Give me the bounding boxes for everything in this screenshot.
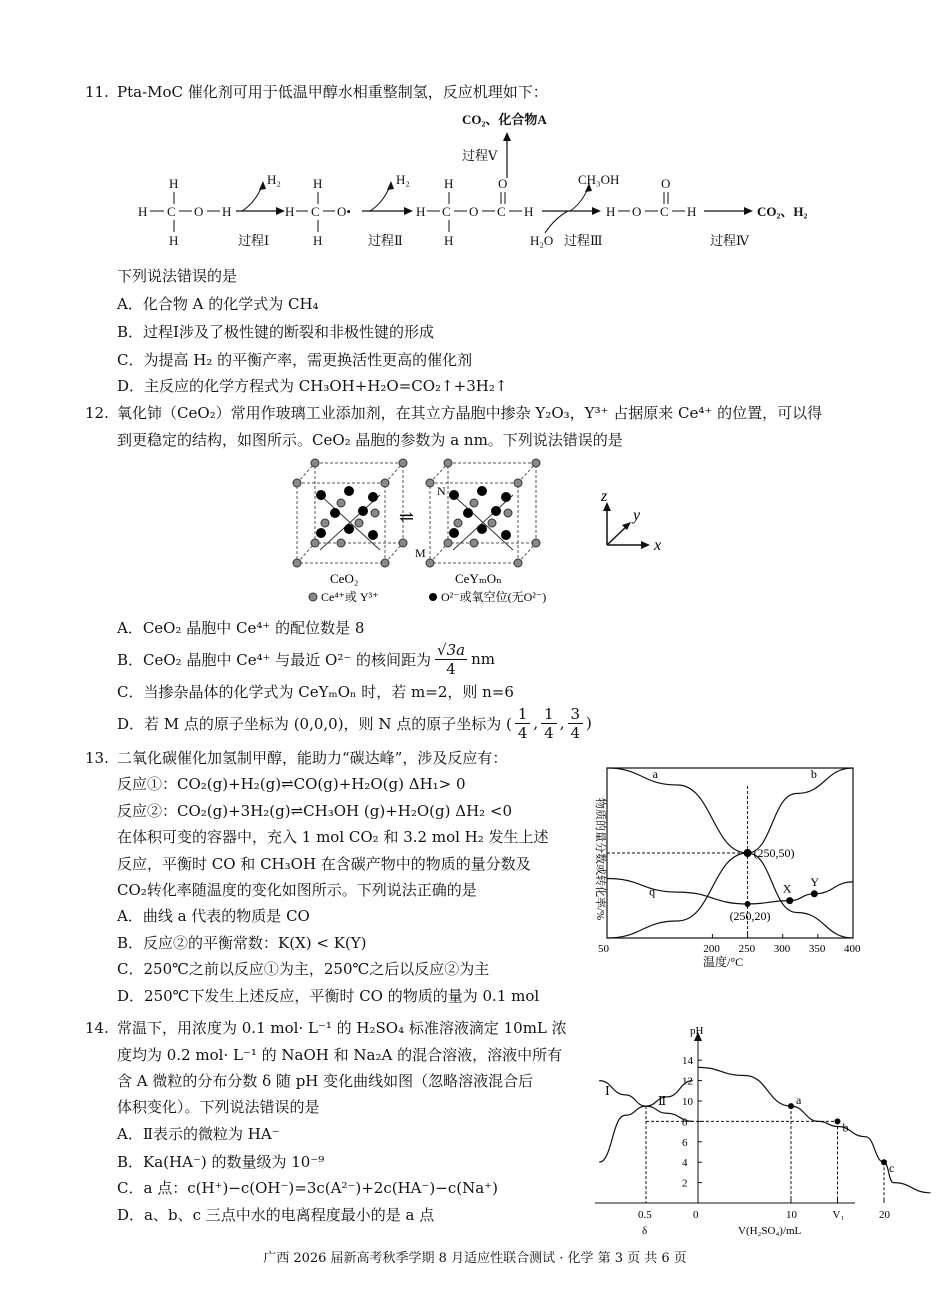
q11-option-b: B．过程Ⅰ涉及了极性键的断裂和非极性键的形成 [117,323,434,341]
q13-option-b: B．反应②的平衡常数：K(X) < K(Y) [117,934,367,952]
q12-d-frac3-num: 3 [568,705,584,724]
q12-stem-line1: 氧化铈（CeO₂）常用作玻璃工业添加剂，在其立方晶胞中掺杂 Y₂O₃，Y³⁺ 占据原来 Ce⁴⁺ 的位置，可以得 [117,404,823,422]
q12-option-b-unit: nm [471,650,495,668]
q14-y-tick-label: 12 [682,1075,693,1088]
q14-line-3: 含 A 微粒的分布分数 δ 随 pH 变化曲线如图（忽略溶液混合后 [117,1072,534,1090]
svg-text:C: C [497,204,506,219]
q11-h2o: H₂O [530,233,554,248]
q14-point-c [881,1159,887,1165]
q14-x-tick-label: 0 [693,1209,699,1221]
q12-crystal-figure [285,455,685,605]
q12-d-frac1-den: 4 [517,723,528,742]
q12-option-b-numerator: √3a [437,640,466,659]
q14-line-2: 度均为 0.2 mol· L⁻¹ 的 NaOH 和 Na₂A 的混合溶液，溶液中所有 [117,1046,563,1064]
q14-y-tick-label: 14 [682,1055,693,1068]
q11-process3-label: 过程Ⅲ [564,233,603,248]
q14-line-4: 体积变化）。下列说法错误的是 [117,1098,320,1116]
q12-legend-2: O²⁻或氧空位(无O²⁻) [441,590,547,604]
svg-text:H: H [169,233,179,248]
q13-line-6: CO₂转化率随温度的变化如图所示。下列说法正确的是 [117,881,477,899]
q12-option-b-text: B．CeO₂ 晶胞中 Ce⁴⁺ 与最近 O²⁻ 的核间距为 [117,650,432,669]
q11-top-product: CO₂、化合物A [462,112,547,127]
q13-x-tick-label: 50 [598,943,609,955]
svg-text:O: O [194,204,204,219]
svg-text:O: O [661,176,671,191]
svg-text:C: C [660,204,669,219]
q12-label-ceo2: CeO₂ [330,571,359,586]
q12-option-c: C．当掺杂晶体的化学式为 CeYₘOₙ 时，若 m=2，则 n=6 [117,683,514,701]
q14-label-c: c [889,1161,895,1176]
q14-line-1: 常温下，用浓度为 0.1 mol· L⁻¹ 的 H₂SO₄ 标准溶液滴定 10mL 浓 [117,1019,567,1037]
q14-y-label: pH [690,1025,704,1037]
q13-chart [583,758,873,968]
q13-line-5: 反应，平衡时 CO 和 CH₃OH 在含碳产物中的物质的量分数及 [117,855,531,873]
svg-text:H: H [285,204,295,219]
q14-point-b [835,1118,841,1124]
q14-x-tick-label: 20 [879,1209,890,1221]
q12-legend-1: Ce⁴⁺或 Y³⁺ [321,590,379,604]
q14-option-c: C．a 点：c(H⁺)−c(OH⁻)=3c(A²⁻)+2c(HA⁻)−c(Na⁺) [117,1179,498,1197]
q11-process4-label: 过程Ⅳ [710,233,749,248]
q14-option-d: D．a、b、c 三点中水的电离程度最小的是 a 点 [117,1206,435,1224]
q12-d-frac3-den: 4 [570,723,581,742]
svg-text:H: H [313,233,323,248]
q12-axis-x: x [654,537,662,554]
q11-final-product: CO₂、H₂ [757,204,808,219]
svg-text:O: O [498,176,508,191]
q13-number: 13. [85,749,109,767]
q14-titration-curve [698,1067,931,1192]
q11-h2-a: H₂ [267,172,281,187]
q13-option-a: A．曲线 a 代表的物质是 CO [117,907,310,925]
q12-equilibrium-arrow: ⇌ [399,507,415,527]
q12-axis-y: y [633,507,641,524]
q13-x-tick-label: 300 [773,943,791,955]
q12-axis-z: z [601,488,608,505]
q11-option-c: C．为提高 H₂ 的平衡产率，需更换活性更高的催化剂 [117,351,473,369]
q11-option-a: A．化合物 A 的化学式为 CH₄ [117,295,319,313]
svg-text:H: H [313,176,323,191]
svg-text:C: C [311,204,320,219]
q14-y-tick-label: 10 [682,1096,693,1108]
q14-curve-I [599,1081,693,1122]
q12-option-d: D．若 M 点的原子坐标为 (0,0,0)，则 N 点的原子坐标为 ( $\frac{1}{4}$ , $\frac{1}{4}$ , $\frac{3}{4}$ ) [117,704,592,742]
q14-y-tick-label: 6 [682,1136,688,1149]
q13-label-250-20: (250,20) [729,909,771,923]
q14-x-tick-label: 10 [786,1209,797,1221]
q12-option-b-denominator: 4 [446,659,456,678]
svg-text:H: H [138,204,148,219]
q13-point-x [786,897,793,904]
svg-text:C: C [167,204,176,219]
svg-text:H: H [169,176,179,191]
q11-process1-label: 过程Ⅰ [238,233,270,248]
q12-d-frac2-num: 1 [541,705,557,724]
q14-y-tick-label: 4 [682,1157,688,1170]
q14-label-b: b [842,1120,849,1135]
q14-point-a [788,1103,794,1109]
q13-x-axis-label: 温度/°C [703,955,744,969]
svg-text:H: H [444,176,454,191]
q11-process5-label: 过程Ⅴ [462,148,498,163]
q11-process2-label: 过程Ⅱ [368,233,403,248]
q14-number: 14. [85,1019,109,1037]
q11-h2-b: H₂ [396,172,410,187]
q14-y-tick-label: 8 [682,1116,688,1129]
q13-label-250-50: (250,50) [753,846,795,860]
q13-x-tick-label: 200 [703,943,720,955]
q14-option-a: A．Ⅱ表示的微粒为 HA⁻ [117,1125,280,1143]
q11-ch3oh: CH₃OH [578,172,620,187]
q13-option-c: C．250℃之前以反应①为主，250℃之后以反应②为主 [117,960,490,978]
page-footer: 广西 2026 届新高考秋季学期 8 月适应性联合测试 · 化学 第 3 页 共 6 页 [263,1251,687,1266]
q12-option-a: A．CeO₂ 晶胞中 Ce⁴⁺ 的配位数是 8 [117,619,365,637]
q13-label-y: Y [810,874,820,889]
svg-text:C: C [442,204,451,219]
q11-option-d: D．主反应的化学方程式为 CH₃OH+H₂O=CO₂↑+3H₂↑ [117,377,508,395]
q13-x-tick-label: 250 [738,943,756,955]
svg-text:H: H [524,204,534,219]
q11-number: 11. [85,83,109,101]
q12-option-d-close: ) [586,714,592,732]
q13-line-3: 反应②：CO₂(g)+3H₂(g)⇌CH₃OH (g)+H₂O(g) ΔH₂ <0 [117,802,513,820]
q13-line-1: 二氧化碳催化加氢制甲醇，能助力“碳达峰”，涉及反应有： [117,749,508,767]
svg-text:O: O [469,204,479,219]
q14-delta-tick-label: 0.5 [638,1209,652,1221]
q14-label-a: a [796,1093,802,1108]
svg-text:O: O [632,204,642,219]
q14-label-I: Ⅰ [605,1083,610,1098]
q14-x-tick-label: V₁ [832,1209,845,1221]
q13-y-axis-label: 物质的量分数或转化率/% [594,798,606,921]
q12-label-ceymon: CeYₘOₙ [455,571,502,586]
q12-option-d-text: D．若 M 点的原子坐标为 (0,0,0)，则 N 点的原子坐标为 ( [117,714,512,733]
q13-label-q: q [649,884,656,899]
svg-text:H: H [222,204,232,219]
q12-d-frac1-num: 1 [515,705,531,724]
q14-chart [585,1025,895,1237]
q13-point-250-20 [745,901,751,907]
q11-question: 下列说法错误的是 [117,267,238,285]
q12-d-frac2-den: 4 [544,723,554,742]
q13-x-tick-label: 400 [844,943,861,955]
q13-point-y [811,890,818,897]
q14-label-II: Ⅱ [658,1094,667,1109]
svg-text:H: H [606,204,616,219]
q13-line-4: 在体积可变的容器中，充入 1 mol CO₂ 和 3.2 mol H₂ 发生上述 [117,828,549,846]
q14-delta-label: δ [642,1225,648,1237]
q14-y-tick-label: 2 [682,1177,688,1190]
svg-text:H: H [444,233,454,248]
q13-label-a: a [652,767,659,782]
q14-v-label: V(H₂SO₄)/mL [738,1225,802,1237]
q13-line-2: 反应①：CO₂(g)+H₂(g)⇌CO(g)+H₂O(g) ΔH₁> 0 [117,775,466,793]
q14-option-b: B．Ka(HA⁻) 的数量级为 10⁻⁹ [117,1153,325,1171]
svg-text:O•: O• [337,204,351,219]
q12-point-m: M [415,546,426,560]
q13-label-b: b [810,767,817,782]
q13-point-250-50 [744,849,752,857]
q13-label-x: X [782,881,792,896]
q13-x-tick-label: 350 [808,943,826,955]
q13-option-d: D．250℃下发生上述反应，平衡时 CO 的物质的量为 0.1 mol [117,987,540,1005]
q12-point-n: N [437,484,446,498]
svg-text:H: H [687,204,697,219]
q11-stem: Pta-MoC 催化剂可用于低温甲醇水相重整制氢，反应机理如下： [117,83,548,101]
q12-number: 12. [85,404,109,422]
q12-option-b [117,636,495,682]
svg-text:H: H [416,204,426,219]
q11-mechanism-diagram [130,108,830,258]
q12-stem-line2: 到更稳定的结构，如图所示。CeO₂ 晶胞的参数为 a nm。下列说法错误的是 [117,431,623,449]
